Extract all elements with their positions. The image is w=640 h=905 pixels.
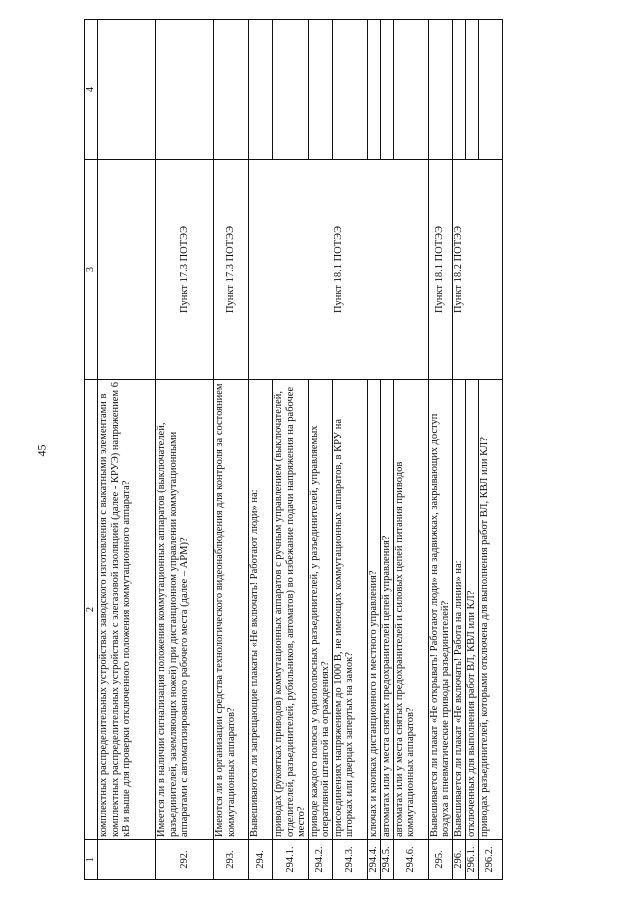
row-reference: Пункт 18.1 ПОТЭЭ	[249, 160, 429, 380]
row-number: 296.2.	[478, 840, 502, 880]
row-question: присоединениях напряжением до 1000 В, не имеющих коммутационных аппаратов, в КРУ на шторках или дверцах запертых на замок?	[332, 380, 367, 840]
table-row	[308, 20, 332, 880]
row-note	[465, 20, 478, 160]
header-col-1: 1	[85, 840, 98, 880]
row-note	[273, 20, 309, 160]
row-reference: Пункт 18.1 ПОТЭЭ	[428, 160, 452, 380]
row-question: приводах разъединителей, которыми отключена для выполнения работ ВЛ, КВЛ или КЛ?	[478, 380, 502, 840]
row-note	[214, 20, 249, 160]
row-note	[98, 20, 156, 160]
row-reference: Пункт 18.2 ПОТЭЭ	[452, 160, 502, 380]
header-col-3: 3	[85, 160, 98, 380]
table-row	[428, 20, 452, 880]
row-reference: Пункт 17.3 ПОТЭЭ	[156, 160, 214, 380]
row-note	[156, 20, 214, 160]
row-question: Вывешивается ли плакат «Не открывать! Работают люди» на задвижках, закрывающих доступ воздуха в пневматические приводы разъединителей?	[428, 380, 452, 840]
row-question: Вывешиваются ли запрещающие плакаты «Не включать! Работают люди» на:	[249, 380, 273, 840]
row-note	[308, 20, 332, 160]
table-row	[214, 20, 249, 880]
row-number: 296.	[452, 840, 465, 880]
checklist-table	[84, 19, 503, 880]
row-number: 294.3.	[332, 840, 367, 880]
table-row	[393, 20, 428, 880]
row-number: 294.5.	[380, 840, 393, 880]
row-note	[249, 20, 273, 160]
row-question: Вывешивается ли плакат «Не включать! Работа на линии» на:	[452, 380, 465, 840]
row-question: Имеется ли в наличии сигнализация положения коммутационных аппаратов (выключателей, разъединителей, заземляющих ножей) при дистанционном управлении коммутационными аппаратами с автоматизированного рабочего места (далее – АРМ)?	[156, 380, 214, 840]
row-note	[452, 20, 465, 160]
header-col-2: 2	[85, 380, 98, 840]
row-number	[98, 840, 156, 880]
row-note	[478, 20, 502, 160]
row-number: 294.6.	[393, 840, 428, 880]
row-number: 294.	[249, 840, 273, 880]
row-number: 292.	[156, 840, 214, 880]
row-number: 293.	[214, 840, 249, 880]
header-col-4: 4	[85, 20, 98, 160]
table-row	[380, 20, 393, 880]
table-row	[98, 20, 156, 880]
row-question: приводах (рукоятках приводов) коммутационных аппаратов с ручным управлением (выключателей, отделителей, разъединителей, рубильников, автоматов) во избежание подачи напряжения на рабочее место?	[273, 380, 309, 840]
table-row	[249, 20, 273, 880]
row-question: отключенных для выполнения работ ВЛ, КВЛ или КЛ?	[465, 380, 478, 840]
table-row	[156, 20, 214, 880]
row-question: Имеются ли в организации средства технологического видеонаблюдения для контроля за состоянием коммутационных аппаратов?	[214, 380, 249, 840]
row-reference	[98, 160, 156, 380]
row-note	[393, 20, 428, 160]
row-reference: Пункт 17.3 ПОТЭЭ	[214, 160, 249, 380]
row-question: ключах и кнопках дистанционного и местного управления?	[367, 380, 380, 840]
row-note	[380, 20, 393, 160]
table-row	[465, 20, 478, 880]
row-number: 294.1.	[273, 840, 309, 880]
row-note	[332, 20, 367, 160]
row-note	[428, 20, 452, 160]
row-number: 296.1.	[465, 840, 478, 880]
table-row	[273, 20, 309, 880]
row-question: приводе каждого полюса у однополюсных разъединителей, у разъединителей, управляемых оперативной штангой на ограждениях?	[308, 380, 332, 840]
table-row	[478, 20, 502, 880]
row-number: 294.2.	[308, 840, 332, 880]
table-row	[452, 20, 465, 880]
table-row	[367, 20, 380, 880]
row-question: автоматах или у места снятых предохранителей и силовых цепей питания приводов коммутационных аппаратов?	[393, 380, 428, 840]
table-header-row	[85, 20, 98, 880]
rotated-table-container	[84, 20, 634, 880]
row-question: автоматах или у места снятых предохранителей цепей управления?	[380, 380, 393, 840]
row-question: комплектных распределительных устройствах заводского изготовления с выкатными элементами в комплектных распределительных устройствах с элегазовой изоляцией (далее - КРУЭ) напряжением 6 кВ и выше для проверки отключенного положения коммутационного аппарата?	[98, 380, 156, 840]
table-row	[332, 20, 367, 880]
row-note	[367, 20, 380, 160]
row-number: 295.	[428, 840, 452, 880]
row-number: 294.4.	[367, 840, 380, 880]
page-number: 45	[34, 444, 49, 457]
